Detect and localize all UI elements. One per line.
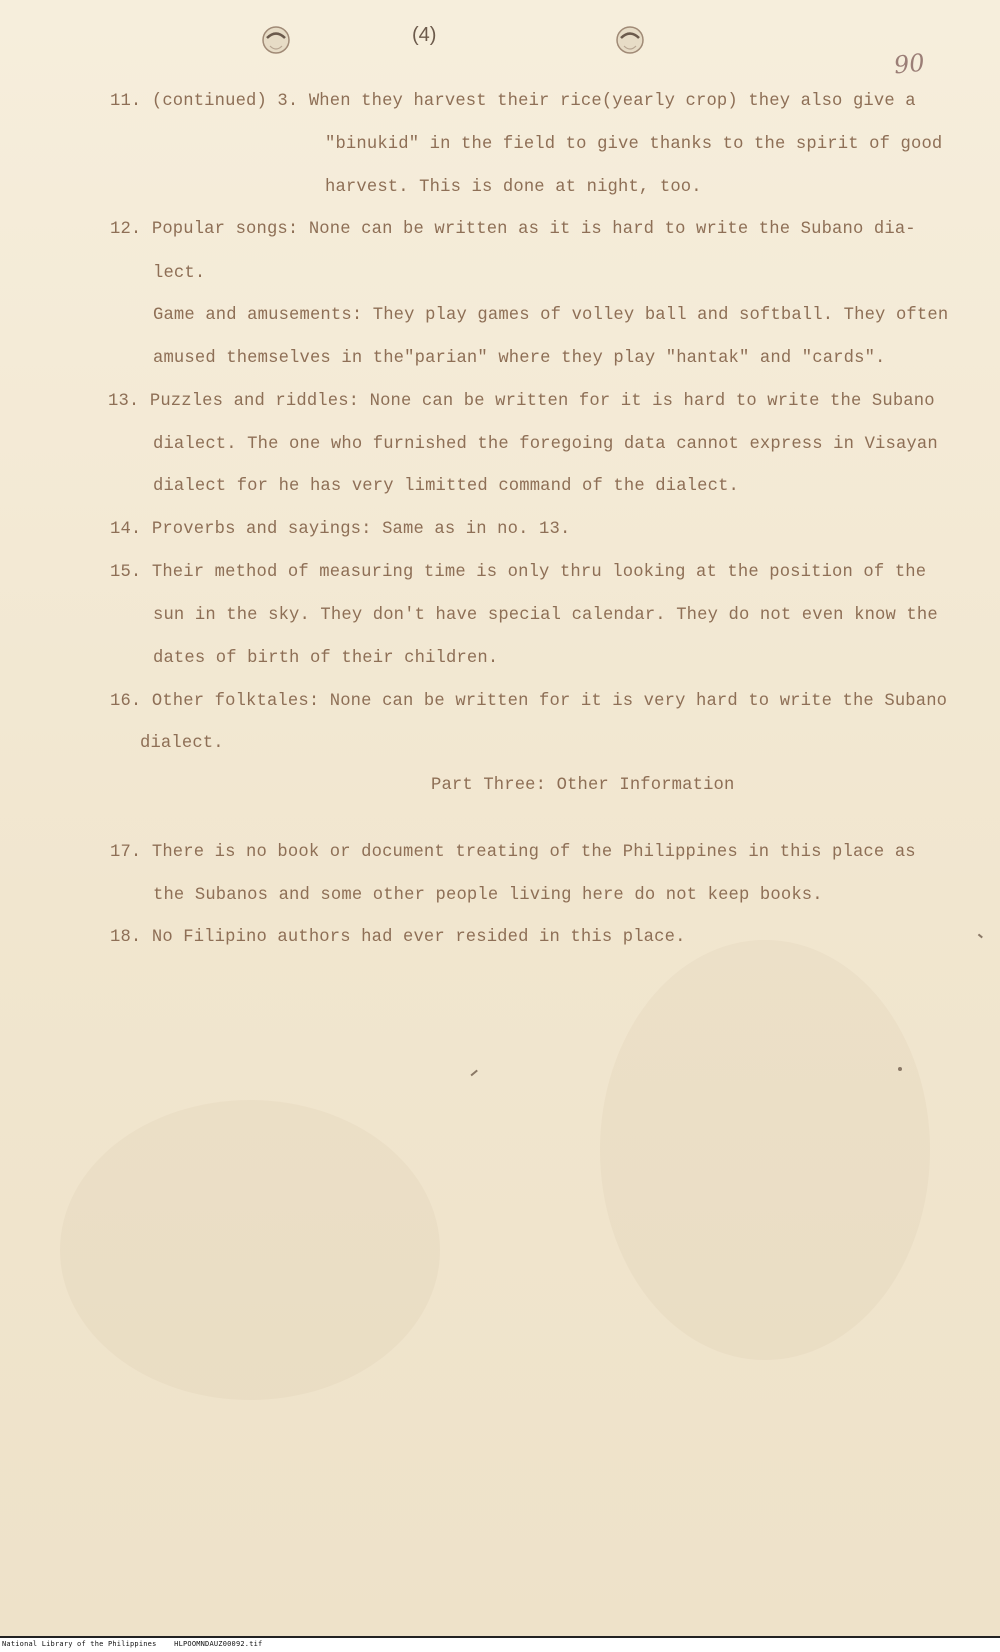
document-line: harvest. This is done at night, too. [325, 178, 702, 197]
document-line: 14. Proverbs and sayings: Same as in no. 13. [110, 520, 571, 539]
ink-speck [978, 934, 983, 938]
document-line: amused themselves in the"parian" where they play "hantak" and "cards". [153, 349, 886, 368]
page-number: (4) [412, 24, 437, 46]
document-line: 15. Their method of measuring time is only thru looking at the position of the [110, 563, 927, 582]
document-line: lect. [153, 264, 206, 283]
punch-hole-left-icon [258, 22, 294, 58]
document-line: Game and amusements: They play games of volley ball and softball. They often [153, 306, 949, 325]
document-line: dates of birth of their children. [153, 649, 499, 668]
document-line: the Subanos and some other people living here do not keep books. [153, 886, 823, 905]
document-line: dialect for he has very limitted command of the dialect. [153, 477, 739, 496]
paper-stain [60, 1100, 440, 1400]
scan-label: National Library of the Philippines HLPOOMNDAUZ00092.tif [2, 1640, 263, 1648]
punch-hole-right-icon [612, 22, 648, 58]
document-line: "binukid" in the field to give thanks to the spirit of good [325, 135, 943, 154]
document-line: 11. (continued) 3. When they harvest their rice(yearly crop) they also give a [110, 92, 916, 111]
document-line: dialect. The one who furnished the foregoing data cannot express in Visayan [153, 435, 938, 454]
document-line: 17. There is no book or document treating of the Philippines in this place as [110, 843, 916, 862]
document-line: 13. Puzzles and riddles: None can be written for it is hard to write the Subano [108, 392, 935, 411]
paper-stain [600, 940, 930, 1360]
ink-speck [898, 1067, 902, 1071]
document-line: dialect. [140, 734, 224, 753]
ink-speck [470, 1070, 477, 1076]
document-line: 12. Popular songs: None can be written as it is hard to write the Subano dia- [110, 220, 916, 239]
document-line: 18. No Filipino authors had ever resided in this place. [110, 928, 686, 947]
document-line: 16. Other folktales: None can be written for it is very hard to write the Subano [110, 692, 948, 711]
section-heading: Part Three: Other Information [431, 776, 735, 795]
folio-number: 90 [892, 48, 926, 80]
document-line: sun in the sky. They don't have special calendar. They do not even know the [153, 606, 938, 625]
